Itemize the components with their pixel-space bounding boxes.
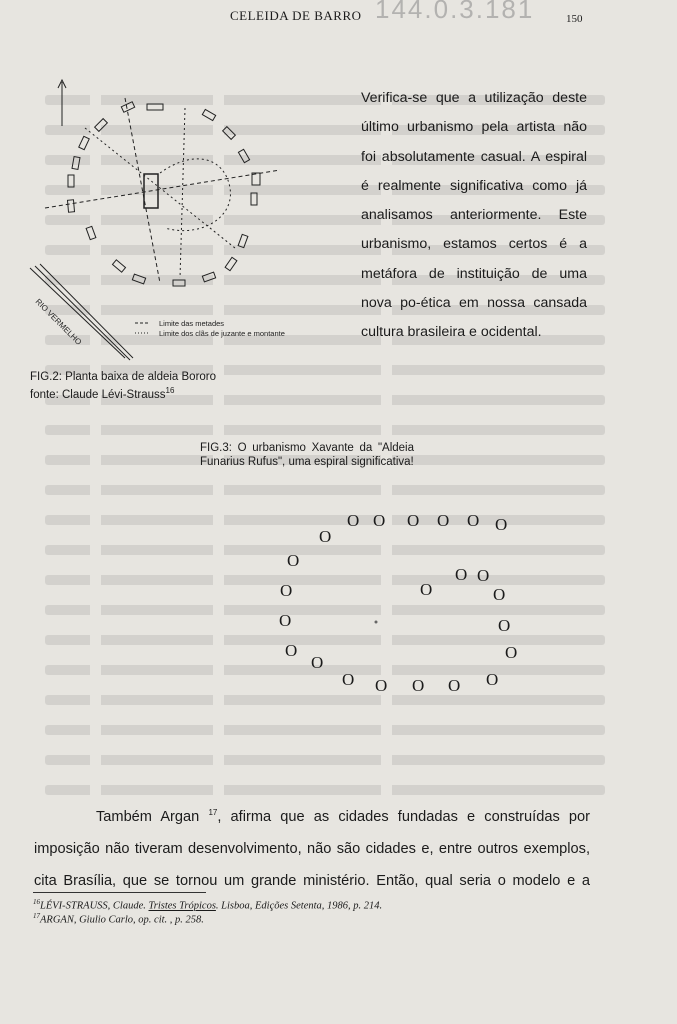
- archive-stamp: 144.0.3.181: [375, 0, 535, 24]
- spiral-hut-7: O: [311, 653, 324, 672]
- body-paragraph: [34, 797, 590, 897]
- body-line-3: cita Brasília, que se tornou um grande ministério. Então, qual seria o modelo e a: [34, 872, 590, 889]
- spiral-hut-14: O: [498, 616, 511, 635]
- spiral-hut-13: O: [505, 643, 518, 662]
- spiral-hut-1: O: [347, 511, 360, 530]
- spiral-hut-17: O: [455, 565, 468, 584]
- spiral-hut-2: O: [319, 527, 332, 546]
- page-number: 150: [566, 13, 583, 25]
- spiral-hut-22: O: [467, 511, 480, 530]
- body-line-1: Também Argan $^{17}$, afirma que as cidades fundadas e construídas por: [96, 808, 590, 825]
- spiral-hut-15: O: [493, 585, 506, 604]
- body-line-2: imposição não tiveram desenvolvimento, não são cidades e, entre outros exemplos,: [34, 840, 590, 857]
- running-title: CELEIDA DE BARRO: [230, 8, 362, 23]
- fig2-caption-line2: fonte: Claude Lévi-Strauss$^{16}$: [30, 386, 175, 401]
- spiral-hut-6: O: [285, 641, 298, 660]
- spiral-hut-11: O: [448, 676, 461, 695]
- spiral-hut-3: O: [287, 551, 300, 570]
- fig2-caption: [30, 370, 216, 402]
- footnote-17: $^{17}$ARGAN, Giulio Carlo, op. cit. , p. 258.: [33, 912, 204, 926]
- spiral-hut-8: O: [342, 670, 355, 689]
- spiral-hut-12: O: [486, 670, 499, 689]
- river-label: RIO VERMELHO: [33, 297, 84, 347]
- legend-clans: Limite dos clãs de juzante e montante: [159, 329, 285, 338]
- footnote-16: $^{16}$LÉVI-STRAUSS, Claude. Tristes Trópicos. Lisboa, Edições Setenta, 1986, p. 214.: [33, 898, 383, 912]
- fig2-caption-line1: FIG.2: Planta baixa de aldeia Bororo: [30, 371, 217, 383]
- footnote-ref-16: 16: [165, 386, 175, 395]
- spiral-hut-4: O: [280, 581, 293, 600]
- fig3-caption: FIG.3: O urbanismo Xavante da "Aldeia Funarius Rufus", uma espiral significativa!: [200, 442, 414, 468]
- spiral-hut-20: O: [407, 511, 420, 530]
- fig3-xavante-spiral: [270, 505, 530, 715]
- hut-markers: [67, 102, 260, 286]
- spiral-hut-23: O: [495, 515, 508, 534]
- spiral-hut-19: O: [373, 511, 386, 530]
- fig2-bororo-village-plan: [25, 78, 345, 368]
- spiral-hut-21: O: [437, 511, 450, 530]
- right-column-text: Verifica-se que a utilização deste último urbanismo pela artista não foi absolutamente casual. A espiral é realmente significativa como já analisamos anteriormente. Este urbanismo, estamos certos é a metáfora de instituição de uma nova po-ética em nossa cansada cultura brasileira e ocidental.: [361, 90, 587, 341]
- spiral-hut-16: O: [477, 566, 490, 585]
- footnote-rule: [33, 892, 206, 893]
- spiral-hut-10: O: [412, 676, 425, 695]
- spiral-hut-18: O: [420, 580, 433, 599]
- spiral-hut-9: O: [375, 676, 388, 695]
- spiral-hut-5: O: [279, 611, 292, 630]
- footnote-ref-17: 17: [208, 808, 218, 817]
- legend-halves: Limite das metades: [159, 319, 225, 328]
